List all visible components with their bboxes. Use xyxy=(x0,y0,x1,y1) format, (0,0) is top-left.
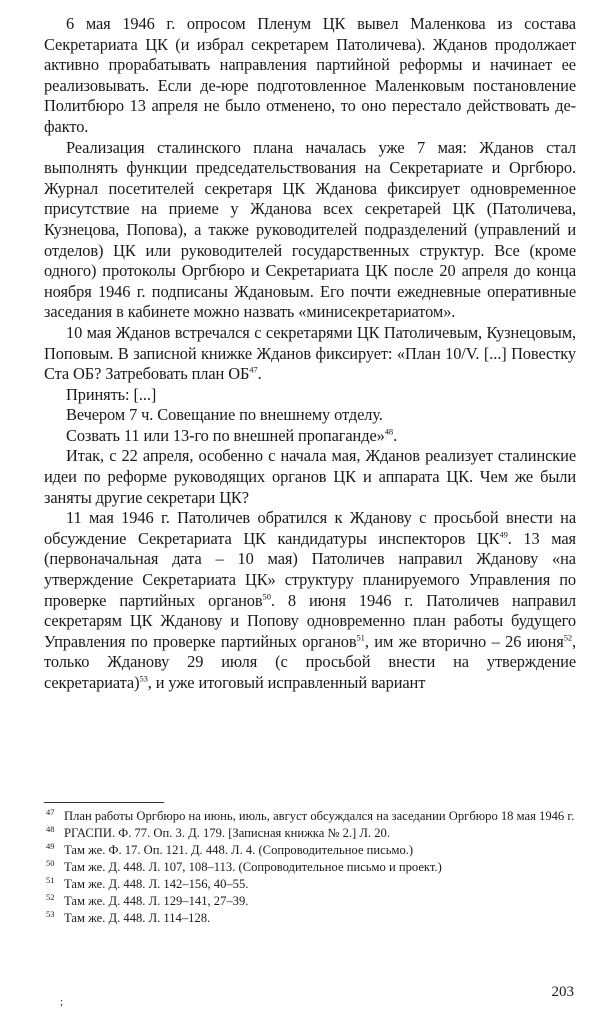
paragraph-text: , им же вторично – 26 июня xyxy=(364,631,564,651)
footnote-ref: 49 xyxy=(499,529,508,540)
footnote: 52 Там же. Д. 448. Л. 129–141, 27–39. xyxy=(46,891,249,908)
footnote: 53 Там же. Д. 448. Л. 114–128. xyxy=(46,908,211,925)
paragraph-text: 11 мая 1946 г. Патоличев обратился к Жданову с просьбой внести на обсуждение Секретариата ЦК кандидатуры инспекторов ЦК xyxy=(44,508,576,548)
paragraph-tail: . xyxy=(393,425,398,445)
paragraph-text: . 13 мая (первоначальная дата – 10 мая) Патоличев направил Жданову «на утверждение Секретариата ЦК» структуру планируемого Управления по проверке партийных органов xyxy=(44,528,576,610)
paragraph-text: Созвать 11 или 13-го по внешней пропаганде» xyxy=(66,425,385,445)
paragraph xyxy=(44,14,576,138)
paragraph-text: . 8 июня 1946 г. Патоличев направил секретарям ЦК Жданову и Попову одновременно план работы будущего Управления по проверке партийных органов xyxy=(44,590,576,651)
stray-mark: ; xyxy=(60,996,64,1008)
paragraph-text: Принять: [...] xyxy=(66,384,157,404)
footnote-text: Там же. Ф. 17. Оп. 121. Д. 448. Л. 4. (Сопроводительное письмо.) xyxy=(64,843,414,857)
paragraph xyxy=(44,323,576,385)
footnote-text: Там же. Д. 448. Л. 114–128. xyxy=(64,911,211,925)
paragraph xyxy=(44,508,576,693)
paragraph-text: , только Жданову 29 июля (с просьбой внести на утверждение секретариата) xyxy=(44,631,576,692)
page-number: 203 xyxy=(551,984,574,1000)
footnote-ref: 51 xyxy=(356,632,365,643)
paragraph xyxy=(44,405,576,426)
footnote-text: Там же. Д. 448. Л. 142–156, 40–55. xyxy=(64,877,249,891)
paragraph-text: 10 мая Жданов встречался с секретарями ЦК Патоличевым, Кузнецовым, Поповым. В записной книжке Жданов фиксирует: «План 10/V. [...] Повестку Ста ОБ? Затребовать план ОБ xyxy=(44,322,576,384)
footnote-divider xyxy=(44,802,164,803)
footnote: 49 Там же. Ф. 17. Оп. 121. Д. 448. Л. 4. (Сопроводительное письмо.) xyxy=(46,840,414,857)
paragraph-text: 6 мая 1946 г. опросом Пленум ЦК вывел Маленкова из состава Секретариата ЦК (и избрал секретарем Патоличева). Жданов продолжает активно прорабатывать направления партийной реформы и начинает ее реализовывать. Если де-юре подготовленное Маленковым постановление Политбюро 13 апреля не было отменено, то оно перестало действовать де-факто. xyxy=(44,14,576,136)
paragraph xyxy=(44,385,576,406)
footnotes xyxy=(44,808,576,927)
footnote-ref: 53 xyxy=(139,673,148,684)
paragraph-text: , и уже итоговый исправленный вариант xyxy=(147,673,426,692)
main-text xyxy=(44,14,576,694)
paragraph xyxy=(44,138,576,323)
paragraph-text: Реализация сталинского плана началась уже 7 мая: Жданов стал выполнять функции председательствования на Секретариате и Оргбюро. Журнал посетителей секретаря ЦК Жданова фиксирует одновременное присутствие на приеме у Жданова всех секретарей ЦК (Патоличева, Кузнецова, Попова), а также руководителей подразделений (управлений и отделов) ЦК или руководителей государственных структур. Все (кроме одного) протоколы Оргбюро и Секретариата ЦК после 20 апреля до конца ноября 1946 г. подписаны Ждановым. Его почти ежедневные оперативные заседания в кабинете можно назвать «минисекретариатом». xyxy=(44,137,576,322)
footnote-ref: 48 xyxy=(384,426,394,437)
page-body xyxy=(44,14,576,694)
paragraph xyxy=(44,426,576,447)
footnote: 48 РГАСПИ. Ф. 77. Оп. 3. Д. 179. [Записная книжка № 2.] Л. 20. xyxy=(46,823,390,840)
footnote: 50 Там же. Д. 448. Л. 107, 108–113. (Сопроводительное письмо и проект.) xyxy=(46,857,442,874)
footnote-text: Там же. Д. 448. Л. 107, 108–113. (Сопроводительное письмо и проект.) xyxy=(64,860,442,874)
footnote-text: Там же. Д. 448. Л. 129–141, 27–39. xyxy=(64,894,249,908)
footnote-text: РГАСПИ. Ф. 77. Оп. 3. Д. 179. [Записная книжка № 2.] Л. 20. xyxy=(64,826,390,840)
footnote-ref: 50 xyxy=(262,591,271,602)
footnote: 47 План работы Оргбюро на июнь, июль, август обсуждался на заседании Оргбюро 18 мая 1946 г. xyxy=(46,806,575,823)
footnote: 51 Там же. Д. 448. Л. 142–156, 40–55. xyxy=(46,874,249,891)
paragraph-tail: . xyxy=(257,364,262,384)
footnote-text: План работы Оргбюро на июнь, июль, август обсуждался на заседании Оргбюро 18 мая 1946 г. xyxy=(64,809,575,823)
paragraph-text: Вечером 7 ч. Совещание по внешнему отделу. xyxy=(66,405,383,425)
paragraph xyxy=(44,446,576,508)
footnote-ref: 47 xyxy=(249,364,258,375)
paragraph-text: Итак, с 22 апреля, особенно с начала мая, Жданов реализует сталинские идеи по реформе руководящих органов ЦК и аппарата ЦК. Чем же были заняты другие секретари ЦК? xyxy=(44,446,576,507)
footnote-ref: 52 xyxy=(563,632,572,643)
